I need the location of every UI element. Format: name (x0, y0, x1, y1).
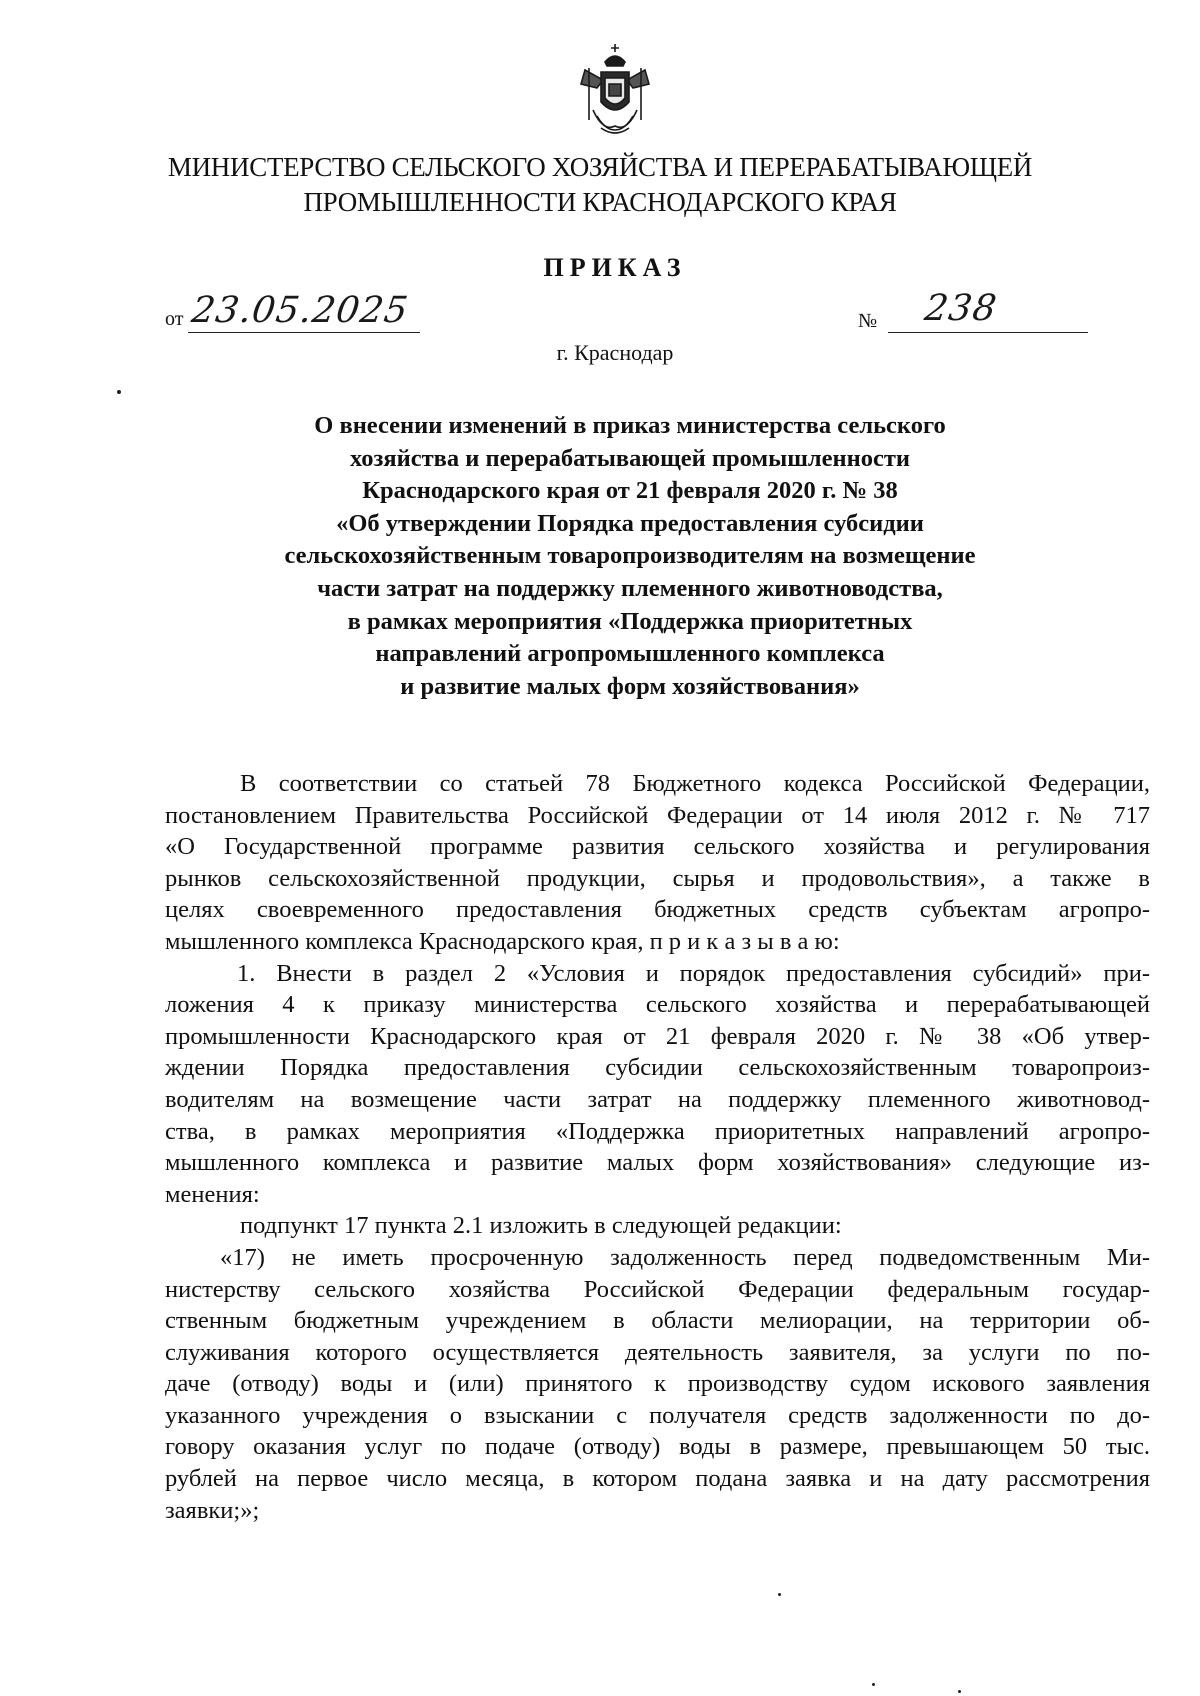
number-label: № (858, 310, 878, 332)
subject-line: О внесении изменений в приказ министерства сельского (314, 412, 946, 439)
body-line: «О Государственной программе развития сельского хозяйства и регулирования (165, 833, 1150, 861)
body-line: ждении Порядка предоставления субсидии сельскохозяйственным товаропроиз- (165, 1054, 1150, 1082)
body-line: мышленного комплекса Краснодарского края, п р и к а з ы в а ю: (165, 927, 840, 955)
body-line: менения: (165, 1180, 260, 1208)
number-underline (888, 332, 1088, 333)
handwritten-number: 238 (922, 288, 1000, 329)
body-line: заявки;»; (165, 1496, 260, 1524)
body-line: целях своевременного предоставления бюджетных средств субъектам агропро- (165, 896, 1150, 924)
body-line: В соответствии со статьей 78 Бюджетного кодекса Российской Федерации, (240, 770, 1150, 797)
ministry-name-line2: ПРОМЫШЛЕННОСТИ КРАСНОДАРСКОГО КРАЯ (303, 187, 897, 217)
document-body (165, 768, 1150, 1526)
body-line: подпункт 17 пункта 2.1 изложить в следующей редакции: (240, 1212, 842, 1240)
subject-line: в рамках мероприятия «Поддержка приоритетных (347, 607, 913, 635)
scan-speck (117, 390, 121, 394)
scan-speck (778, 1593, 781, 1596)
subject-line: Краснодарского края от 21 февраля 2020 г. № 38 (362, 477, 898, 505)
body-line: служивания которого осуществляется деятельность заявителя, за услуги по по- (165, 1338, 1150, 1366)
coat-of-arms-emblem (575, 40, 655, 140)
scan-speck (958, 1690, 961, 1693)
date-label: от (165, 308, 184, 330)
subject-line: «Об утверждении Порядка предоставления субсидии (336, 509, 924, 537)
body-line: мышленного комплекса и развитие малых форм хозяйствования» следующие из- (165, 1149, 1150, 1177)
city-name: г. Краснодар (556, 340, 674, 365)
subject-line: части затрат на поддержку племенного животноводства, (317, 574, 943, 602)
body-line: ственным бюджетным учреждением в области мелиорации, на территории об- (165, 1307, 1150, 1335)
body-line: указанного учреждения о взыскании с получателя средств задолженности по до- (165, 1401, 1150, 1429)
subject-line: сельскохозяйственным товаропроизводителям на возмещение (284, 542, 976, 570)
ministry-name (100, 150, 1100, 220)
body-line: даче (отводу) воды и (или) принятого к производству судом искового заявления (165, 1370, 1150, 1398)
body-line: рынков сельскохозяйственной продукции, сырья и продовольствия», а также в (165, 864, 1150, 892)
ministry-name-line1: МИНИСТЕРСТВО СЕЛЬСКОГО ХОЗЯЙСТВА И ПЕРЕРАБАТЫВАЮЩЕЙ (167, 152, 1033, 182)
body-line: 1. Внести в раздел 2 «Условия и порядок предоставления субсидий» при- (237, 959, 1150, 987)
body-line: говору оказания услуг по подаче (отводу) воды в размере, превышающем 50 тыс. (165, 1433, 1150, 1461)
body-line: промышленности Краснодарского края от 21 февраля 2020 г. № 38 «Об утвер- (165, 1022, 1150, 1050)
body-line: «17) не иметь просроченную задолженность перед подведомственным Ми- (220, 1243, 1150, 1271)
handwritten-date: 23.05.2025 (189, 290, 412, 331)
body-line: постановлением Правительства Российской Федерации от 14 июля 2012 г. № 717 (165, 801, 1150, 829)
scan-speck (872, 1683, 875, 1686)
document-type-title: ПРИКАЗ (543, 253, 687, 282)
date-underline (188, 332, 420, 333)
body-line: ложения 4 к приказу министерства сельского хозяйства и перерабатывающей (165, 991, 1150, 1019)
body-line: ства, в рамках мероприятия «Поддержка приоритетных направлений агропро- (165, 1117, 1150, 1145)
body-line: рублей на первое число месяца, в котором подана заявка и на дату рассмотрения (165, 1465, 1150, 1493)
subject-line: и развитие малых форм хозяйствования» (400, 672, 860, 700)
body-line: нистерству сельского хозяйства Российской Федерации федеральным государ- (165, 1275, 1150, 1303)
document-subject (200, 410, 1060, 703)
subject-line: направлений агропромышленного комплекса (375, 640, 885, 668)
subject-line: хозяйства и перерабатывающей промышленности (349, 444, 911, 472)
body-line: водителям на возмещение части затрат на поддержку племенного животновод- (165, 1085, 1150, 1113)
